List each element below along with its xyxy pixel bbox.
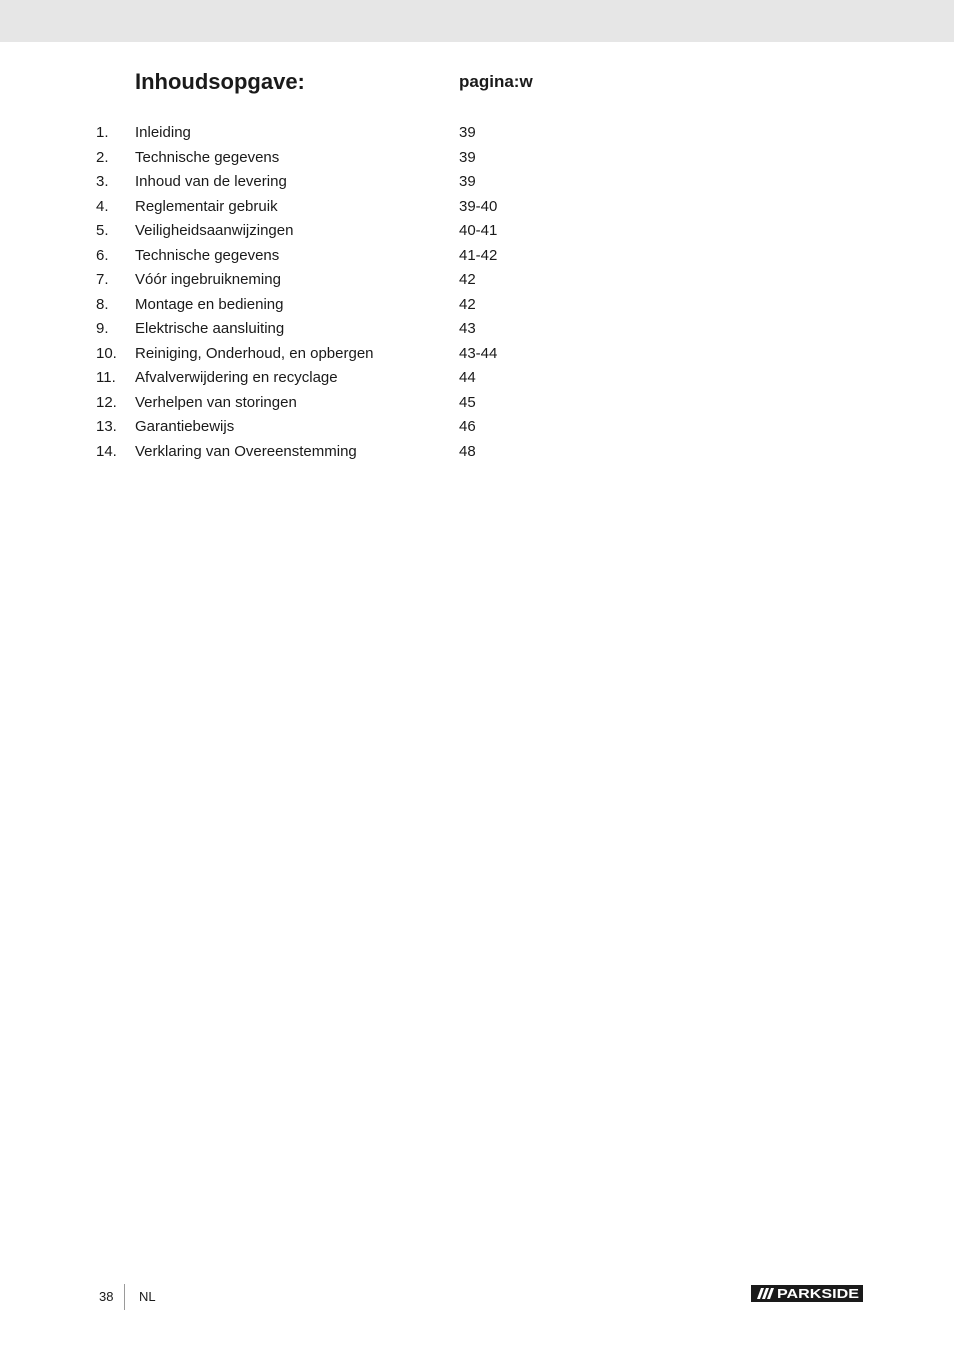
toc-entry xyxy=(0,366,954,391)
toc-entry xyxy=(0,170,954,195)
toc-entry-page: 48 xyxy=(459,442,476,460)
toc-entry-page: 43-44 xyxy=(459,344,498,362)
toc-entry-page: 43 xyxy=(459,320,476,337)
toc-entry-number: 14. xyxy=(96,442,117,460)
toc-entry-title: Garantiebewijs xyxy=(135,418,235,435)
parkside-logo-icon xyxy=(751,1285,863,1302)
toc-entry-number: 6. xyxy=(96,246,109,264)
toc-entry-title: Technische gegevens xyxy=(135,148,280,166)
toc-entry xyxy=(0,415,954,440)
toc-entry-title: Reglementair gebruik xyxy=(135,197,278,215)
toc-entry-page: 39 xyxy=(459,148,476,166)
toc-entry-page: 42 xyxy=(459,271,476,288)
toc-entry-page: 46 xyxy=(459,418,476,435)
table-of-contents xyxy=(0,121,954,464)
toc-entry-number: 12. xyxy=(96,393,117,411)
toc-entry-title: Elektrische aansluiting xyxy=(135,320,285,337)
toc-entry xyxy=(0,121,954,146)
footer-page-number: 38 xyxy=(99,1289,114,1304)
toc-entry-page: 41-42 xyxy=(459,246,498,264)
toc-entry-number: 9. xyxy=(96,320,109,337)
toc-entry-title: Inleiding xyxy=(135,124,191,141)
toc-entry xyxy=(0,391,954,416)
toc-entry xyxy=(0,293,954,318)
toc-entry-number: 3. xyxy=(96,173,109,190)
page-title: Inhoudsopgave: xyxy=(135,69,305,94)
page-column-header: pagina:w xyxy=(459,72,533,91)
toc-entry-number: 7. xyxy=(96,271,109,288)
toc-entry-title: Verhelpen van storingen xyxy=(135,393,297,411)
toc-entry-page: 45 xyxy=(459,393,476,411)
toc-entry-number: 10. xyxy=(96,344,117,362)
toc-entry-title: Verklaring van Overeenstemming xyxy=(135,442,357,460)
toc-entry-number: 1. xyxy=(96,124,109,141)
toc-entry-title: Montage en bediening xyxy=(135,295,284,313)
toc-entry-number: 11. xyxy=(96,369,116,386)
toc-entry-title: Reiniging, Onderhoud, en opbergen xyxy=(135,344,374,362)
logo-wordmark: PARKSIDE xyxy=(777,1287,859,1302)
toc-entry-title: Vóór ingebruikneming xyxy=(135,271,281,288)
toc-entry-page: 39 xyxy=(459,173,476,190)
footer-divider xyxy=(124,1284,125,1310)
toc-entry-number: 13. xyxy=(96,418,117,435)
toc-entry-title: Technische gegevens xyxy=(135,246,280,264)
toc-entry-title: Inhoud van de levering xyxy=(135,173,287,190)
toc-entry-page: 39-40 xyxy=(459,197,498,215)
toc-entry xyxy=(0,440,954,465)
toc-entry-page: 44 xyxy=(459,369,476,386)
toc-entry xyxy=(0,244,954,269)
toc-entry xyxy=(0,342,954,367)
toc-entry-number: 2. xyxy=(96,148,109,166)
toc-entry-page: 39 xyxy=(459,124,476,141)
toc-entry xyxy=(0,195,954,220)
toc-entry-number: 5. xyxy=(96,222,109,239)
toc-entry-page: 40-41 xyxy=(459,222,498,239)
toc-entry-title: Veiligheidsaanwijzingen xyxy=(135,222,294,239)
toc-entry-number: 4. xyxy=(96,197,109,215)
toc-entry-title: Afvalverwijdering en recyclage xyxy=(135,369,338,386)
toc-entry-number: 8. xyxy=(96,295,109,313)
toc-entry xyxy=(0,146,954,171)
toc-entry xyxy=(0,219,954,244)
top-band xyxy=(0,0,954,42)
toc-entry-page: 42 xyxy=(459,295,476,313)
toc-entry xyxy=(0,317,954,342)
footer-language-code: NL xyxy=(139,1289,156,1304)
toc-entry xyxy=(0,268,954,293)
